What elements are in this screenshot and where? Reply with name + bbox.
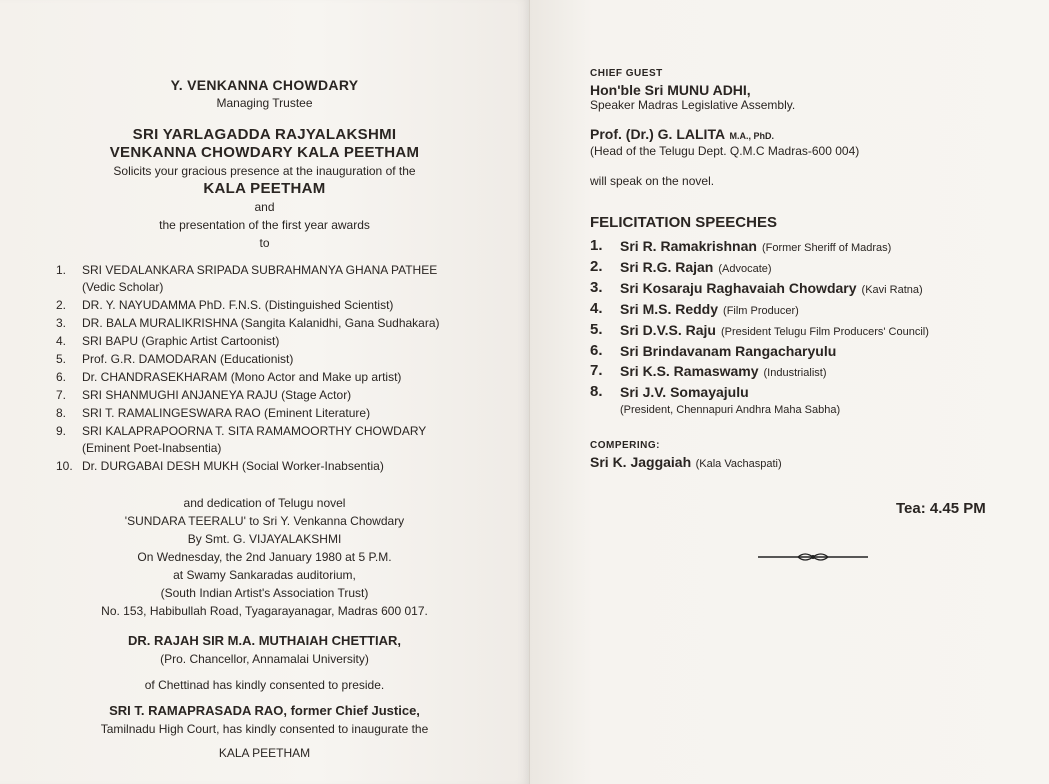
speaker-number: 3. [590,279,603,296]
ornament-divider-icon [758,548,868,566]
chief-guest-name: Hon'ble Sri MUNU ADHI, [590,82,751,98]
speaker-number: 8. [590,383,603,400]
speaker-text [620,237,891,257]
presentation-text: the presentation of the first year awards [159,218,370,232]
kala-peetham-title: KALA PEETHAM [203,180,326,197]
speaker-item [590,383,1030,418]
speaker-name: Sri J.V. Somayajulu [620,384,749,400]
honouree-text [82,458,506,475]
speaker-item [590,279,1030,299]
right-content-block [590,68,1030,472]
speaker-name: Sri R.G. Rajan [620,259,714,275]
speaker-text [620,362,826,382]
chief-guest-role: Speaker Madras Legislative Assembly. [590,98,796,112]
speaker-number: 1. [590,237,603,254]
speaker-role: (President Telugu Film Producers' Council) [720,326,929,338]
author-line: By Smt. G. VIJAYALAKSHMI [187,532,342,546]
honouree-text [82,405,506,422]
presider-role: (Pro. Chancellor, Annamalai University) [160,652,369,666]
honouree-text [82,262,506,296]
honouree-number: 10. [56,459,73,473]
honouree-name: Prof. G.R. DAMODARAN (Educationist) [82,352,294,366]
event-date: On Wednesday, the 2nd January 1980 at 5 P.M. [137,550,392,564]
speaker-role: (Former Sheriff of Madras) [761,242,892,254]
event-details-block [0,494,529,762]
speaker-item [590,300,1030,320]
speaker-role: (Advocate) [718,263,772,275]
speaker-name: Sri D.V.S. Raju [620,322,716,338]
speaker-item [590,258,1030,278]
honouree-number: 2. [56,298,67,312]
speaker-role: (Film Producer) [723,305,799,317]
speaker-text [620,279,923,299]
venue-address: No. 153, Habibullah Road, Tyagarayanagar, Madras 600 017. [101,604,428,618]
novel-title: 'SUNDARA TEERALU' to Sri Y. Venkanna Chowdary [124,514,405,528]
honouree-item [56,405,506,422]
and-text: and [254,200,275,214]
honouree-number: 9. [56,424,67,438]
honouree-number: 8. [56,406,67,420]
speaker-name: Sri R. Ramakrishnan [620,238,757,254]
honouree-item [56,315,506,332]
honouree-text [82,387,506,404]
professor-name: Prof. (Dr.) G. LALITA [590,126,726,142]
speaker-item [590,362,1030,382]
speaker-name: Sri K.S. Ramaswamy [620,363,759,379]
honouree-name: DR. Y. NAYUDAMMA PhD. F.N.S. (Distinguished Scientist) [82,298,394,312]
speaker-text [620,342,836,361]
honouree-number: 7. [56,388,67,402]
honouree-name: SRI VEDALANKARA SRIPADA SUBRAHMANYA GHANA PATHEE [82,263,438,277]
venue-line-2: (South Indian Artist's Association Trust) [160,586,369,600]
to-text: to [259,236,270,250]
speaker-text [620,300,799,320]
solicits-text: Solicits your gracious presence at the inauguration of the [113,164,416,178]
compering-label: COMPERING: [590,440,660,451]
honouree-item [56,458,506,475]
speaker-role: (Industrialist) [763,367,827,379]
honouree-text [82,315,506,332]
speaker-name: Sri M.S. Reddy [620,301,719,317]
speaker-item [590,237,1030,257]
speaker-number: 4. [590,300,603,317]
professor-note: will speak on the novel. [590,174,715,188]
honouree-text [82,351,506,368]
honouree-item [56,297,506,314]
honouree-item [56,351,506,368]
presider-name: DR. RAJAH SIR M.A. MUTHAIAH CHETTIAR, [128,633,401,648]
professor-line [590,126,1030,144]
honouree-name: DR. BALA MURALIKRISHNA (Sangita Kalanidhi, Gana Sudhakara) [82,316,440,330]
honouree-text [82,333,506,350]
venue-line-1: at Swamy Sankaradas auditorium, [173,568,356,582]
speaker-name: Sri Brindavanam Rangacharyulu [620,343,837,359]
honouree-name: Dr. DURGABAI DESH MUKH (Social Worker-Inabsentia) [82,459,384,473]
honouree-text [82,423,506,457]
speaker-text [620,258,772,278]
org-name-line-2: VENKANNA CHOWDARY KALA PEETHAM [109,144,420,161]
speaker-number: 2. [590,258,603,275]
speaker-item [590,342,1030,361]
inaugurator-name: SRI T. RAMAPRASADA RAO, former Chief Justice, [109,703,420,718]
honouree-number: 6. [56,370,67,384]
honouree-name: SRI SHANMUGHI ANJANEYA RAJU (Stage Actor) [82,388,352,402]
speaker-name: Sri Kosaraju Raghavaiah Chowdary [620,280,857,296]
speaker-number: 7. [590,362,603,379]
trustee-name: Y. VENKANNA CHOWDARY [170,77,359,93]
honouree-note: (Eminent Poet-Inabsentia) [82,441,222,455]
honouree-name: SRI BAPU (Graphic Artist Cartoonist) [82,334,280,348]
left-header-block [0,76,529,252]
honouree-name: SRI KALAPRAPOORNA T. SITA RAMAMOORTHY CHOWDARY [82,424,427,438]
compere-role: (Kala Vachaspati) [695,458,782,470]
felicitation-speakers-list [590,237,1030,418]
professor-role: (Head of the Telugu Dept. Q.M.C Madras-600 004) [590,144,860,158]
dedication-text: and dedication of Telugu novel [183,496,346,510]
felicitation-heading: FELICITATION SPEECHES [590,214,777,231]
honourees-list [56,262,506,476]
honouree-item [56,423,506,457]
honouree-number: 1. [56,263,67,277]
honouree-item [56,333,506,350]
org-name-line-1: SRI YARLAGADDA RAJYALAKSHMI [132,126,397,143]
chief-guest-label: CHIEF GUEST [590,68,663,79]
honouree-name: Dr. CHANDRASEKHARAM (Mono Actor and Make up artist) [82,370,402,384]
honouree-number: 4. [56,334,67,348]
honouree-item [56,387,506,404]
honouree-number: 5. [56,352,67,366]
speaker-item [590,321,1030,341]
honouree-number: 3. [56,316,67,330]
speaker-role: (Kavi Ratna) [861,284,923,296]
closing-kala-peetham: KALA PEETHAM [218,746,311,760]
trustee-role: Managing Trustee [216,96,313,110]
compere-line [590,454,1030,472]
professor-degree: M.A., PhD. [729,131,775,141]
honouree-text [82,297,506,314]
speaker-number: 6. [590,342,603,359]
speaker-subtitle: (President, Chennapuri Andhra Maha Sabha) [620,404,841,416]
honouree-item [56,262,506,296]
compere-name: Sri K. Jaggaiah [590,454,692,470]
inaugurator-consent: Tamilnadu High Court, has kindly consented to inaugurate the [100,722,429,736]
speaker-number: 5. [590,321,603,338]
honouree-item [56,369,506,386]
honouree-text [82,369,506,386]
honouree-name: SRI T. RAMALINGESWARA RAO (Eminent Literature) [82,406,371,420]
speaker-text [620,383,840,418]
honouree-note: (Vedic Scholar) [82,280,164,294]
speaker-text [620,321,929,341]
tea-time: Tea: 4.45 PM [896,500,986,517]
presider-consent: of Chettinad has kindly consented to preside. [144,678,385,692]
